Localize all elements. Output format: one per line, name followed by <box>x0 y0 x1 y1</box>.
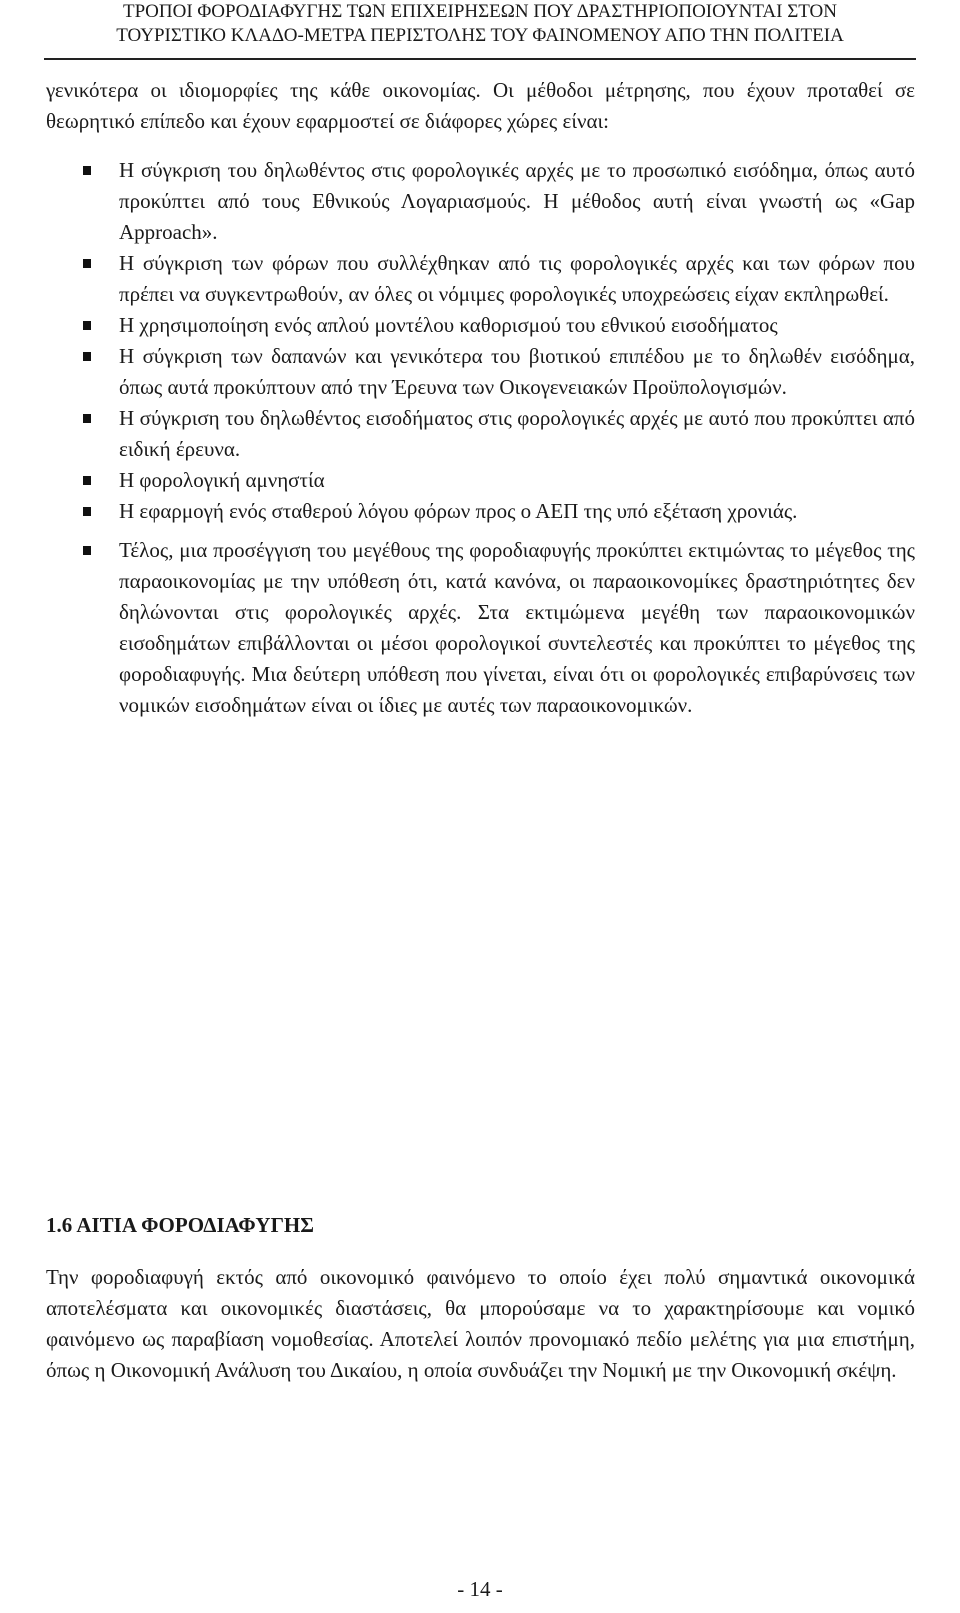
list-item <box>46 310 915 341</box>
list-item <box>46 535 915 721</box>
list-item <box>46 496 915 527</box>
list-item-text: Η χρησιμοποίηση ενός απλού μοντέλου καθορισμού του εθνικού εισοδήματος <box>119 313 778 337</box>
page-content <box>46 75 915 721</box>
square-bullet-icon <box>83 352 91 361</box>
page-number: - 14 - <box>457 1577 503 1601</box>
list-item-text: Η φορολογική αμνηστία <box>119 468 325 492</box>
section-heading: 1.6 ΑΙΤΙΑ ΦΟΡΟΔΙΑΦΥΓΗΣ <box>46 1213 314 1237</box>
square-bullet-icon <box>83 546 91 555</box>
list-item <box>46 248 915 310</box>
intro-paragraph: γενικότερα οι ιδιομορφίες της κάθε οικονομίας. Οι μέθοδοι μέτρησης, που έχουν προταθεί σε θεωρητικό επίπεδο και έχουν εφαρμοστεί σε διάφορες χώρες είναι: <box>46 78 915 133</box>
running-header-line-1: ΤΡΟΠΟΙ ΦΟΡΟΔΙΑΦΥΓΗΣ ΤΩΝ ΕΠΙΧΕΙΡΗΣΕΩΝ ΠΟΥ ΔΡΑΣΤΗΡΙΟΠΟΙΟΥΝΤΑΙ ΣΤΟΝ <box>122 1 837 22</box>
list-item-text: Η σύγκριση των φόρων που συλλέχθηκαν από τις φορολογικές αρχές και των φόρων που πρέπει να συγκεντρωθούν, αν όλες οι νόμιμες φορολογικές υποχρεώσεις είχαν εκπληρωθεί. <box>119 251 915 306</box>
square-bullet-icon <box>83 507 91 516</box>
list-item <box>46 465 915 496</box>
square-bullet-icon <box>83 259 91 268</box>
list-item <box>46 341 915 403</box>
list-item-text: Η σύγκριση του δηλωθέντος στις φορολογικές αρχές με το προσωπικό εισόδημα, όπως αυτό προκύπτει από τους Εθνικούς Λογαριασμούς. Η μέθοδος αυτή είναι γνωστή ως «Gap Approach». <box>119 158 915 244</box>
list-item <box>46 403 915 465</box>
list-item-text: Τέλος, μια προσέγγιση του μεγέθους της φοροδιαφυγής προκύπτει εκτιμώντας το μέγεθος της παραοικονομίας με την υπόθεση ότι, κατά κανόνα, οι παραοικονομίκες δραστηριότητες δεν δηλώνονται στις φορολογικές αρχές. Στα εκτιμώμενα μεγέθη των παραοικονομικών εισοδημάτων επιβάλλονται οι μέσοι φορολογικοί συντελεστές και προκύπτει το μέγεθος της φοροδιαφυγής. Μια δεύτερη υπόθεση που γίνεται, είναι ότι οι φορολογικές επιβαρύνσεις των νομικών εισοδημάτων είναι οι ίδιες με αυτές των παραοικονομικών. <box>119 538 915 717</box>
running-header-line-2: ΤΟΥΡΙΣΤΙΚΟ ΚΛΑΔΟ-ΜΕΤΡΑ ΠΕΡΙΣΤΟΛΗΣ ΤΟΥ ΦΑΙΝΟΜΕΝΟΥ ΑΠΟ ΤΗΝ ΠΟΛΙΤΕΙΑ <box>116 25 844 46</box>
square-bullet-icon <box>83 414 91 423</box>
square-bullet-icon <box>83 166 91 175</box>
list-item-text: Η εφαρμογή ενός σταθερού λόγου φόρων προς ο ΑΕΠ της υπό εξέταση χρονιάς. <box>119 499 798 523</box>
list-item-text: Η σύγκριση των δαπανών και γενικότερα του βιοτικού επιπέδου με το δηλωθέν εισόδημα, όπως αυτά προκύπτουν από την Έρευνα των Οικογενειακών Προϋπολογισμών. <box>119 344 915 399</box>
section-body-paragraph: Την φοροδιαφυγή εκτός από οικονομικό φαινόμενο το οποίο έχει πολύ σημαντικά οικονομικά αποτελέσματα και οικονομικές διαστάσεις, θα μπορούσαμε να το χαρακτηρίσουμε και νομικό φαινόμενο ως παραβίαση νομοθεσίας. Αποτελεί λοιπόν προνομιακό πεδίο μελέτης για μια επιστήμη, όπως η Οικονομική Ανάλυση του Δικαίου, η οποία συνδυάζει την Νομική με την Οικονομική σκέψη. <box>46 1265 915 1382</box>
list-item <box>46 155 915 248</box>
running-header <box>0 0 960 48</box>
list-item-text: Η σύγκριση του δηλωθέντος εισοδήματος στις φορολογικές αρχές με αυτό που προκύπτει από ειδική έρευνα. <box>119 406 915 461</box>
measurement-methods-list <box>46 155 915 721</box>
square-bullet-icon <box>83 321 91 330</box>
header-divider <box>44 58 916 60</box>
square-bullet-icon <box>83 476 91 485</box>
